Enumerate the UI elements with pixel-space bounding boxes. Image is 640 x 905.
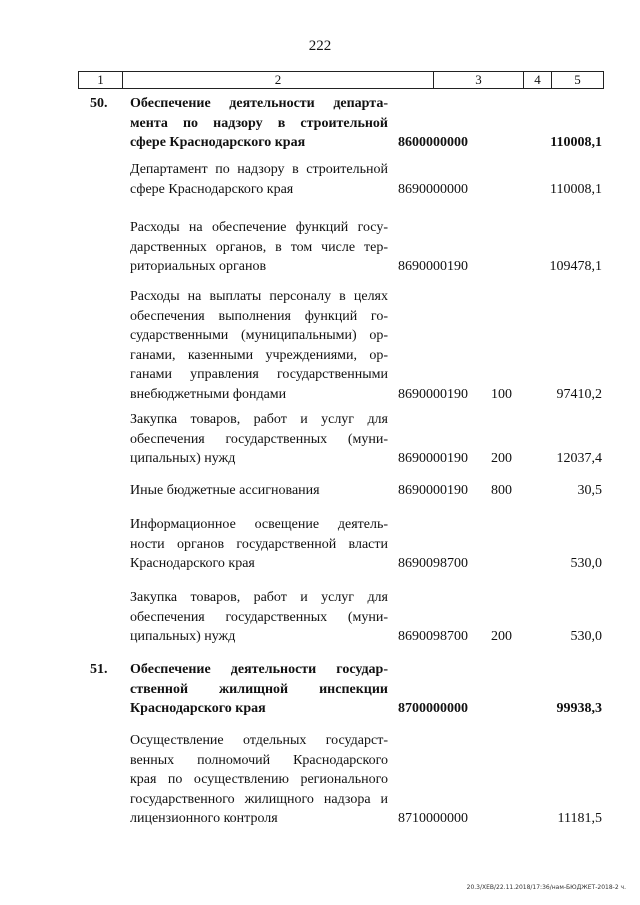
row-name [130,515,388,574]
row-name-line: Закупка товаров, работ и услуг для [130,590,388,605]
header-col-5: 5 [574,72,581,87]
row-name-line: обеспечения выполнения функций го- [130,308,388,324]
row-name-line: Краснодарского края [130,556,255,571]
row-name [130,160,388,199]
row-expense-type: 200 [491,451,512,466]
row-amount: 30,5 [577,483,602,498]
row-amount: 12037,4 [556,451,602,466]
row-name-line: мента по надзору в строительной [130,115,388,131]
row-name-line: сфере Краснодарского края [130,135,306,150]
row-name-line: обеспечения государственных (муни- [130,609,388,625]
header-col-3: 3 [434,72,524,88]
row-name-line: Департамент по надзору в строительной [130,162,388,177]
row-name-line: ципальных) нужд [130,629,236,644]
row-amount: 109478,1 [549,259,602,274]
row-name-line: Осуществление отдельных государст- [130,733,388,748]
row-code: 8690000190 [398,259,468,274]
row-name-line: Обеспечение деятельности департа- [130,96,388,111]
row-code: 8690000000 [398,181,468,197]
header-col-1: 1 [79,72,123,88]
row-code: 8710000000 [398,811,468,826]
row-amount: 530,0 [570,629,602,644]
row-code: 8690000190 [398,483,468,498]
row-name-line: Информационное освещение деятель- [130,517,388,532]
row-name [130,588,388,647]
row-name-line: дарственных органов, в том числе тер- [130,239,388,255]
table-header [78,71,604,89]
row-amount: 110008,1 [550,181,602,197]
row-code: 8600000000 [398,135,468,150]
row-amount: 530,0 [570,556,602,571]
row-number: 50. [90,96,108,111]
row-name-line: ности органов государственной власти [130,536,388,552]
row-name [130,218,388,277]
row-name-line: риториальных органов [130,259,267,274]
row-name [130,731,388,829]
row-name-line: сударственными (муниципальными) ор- [130,328,388,343]
header-col-4: 4 [524,72,552,88]
row-name-line: Краснодарского края [130,701,266,716]
row-name-line: государственного жилищного надзора и [130,791,388,807]
row-name-line: лицензионного контроля [130,811,278,826]
row-name-line: венных полномочий Краснодарского [130,752,388,768]
row-name-line: Расходы на выплаты персоналу в целях [130,289,388,304]
row-expense-type: 200 [491,629,512,644]
row-name-line: Закупка товаров, работ и услуг для [130,412,388,427]
row-amount: 99938,3 [556,701,602,716]
row-name [130,410,388,469]
row-amount: 97410,2 [556,386,602,402]
row-name-line: ганами, казенными учреждениями, ор- [130,347,388,363]
row-name-line: обеспечения государственных (муни- [130,431,388,447]
row-code: 8690000190 [398,386,468,402]
row-expense-type: 100 [491,386,512,402]
page-number: 222 [308,38,332,54]
row-name-line: Иные бюджетные ассигнования [130,483,320,498]
row-amount: 11181,5 [557,811,602,826]
row-name-line: Расходы на обеспечение функций госу- [130,220,388,235]
row-code: 8690098700 [398,629,468,644]
row-code: 8690000190 [398,451,468,466]
row-name-line: края по осуществлению регионального [130,772,388,787]
row-name-line: внебюджетными фондами [130,386,287,402]
footer-stamp: 20.3/XEB/22.11.2018/17:36/нам-БЮДЖЕТ-2018-2 ч. [466,884,626,891]
row-name [130,94,388,153]
row-name-line: ципальных) нужд [130,451,236,466]
row-name-line: Обеспечение деятельности государ- [130,662,388,677]
row-name-line: ганами управления государственными [130,367,388,382]
row-name [130,481,388,501]
row-name [130,287,388,404]
row-code: 8700000000 [398,701,468,716]
row-name [130,660,388,719]
row-amount: 110008,1 [550,135,602,150]
row-name-line: ственной жилищной инспекции [130,681,388,697]
row-name-line: сфере Краснодарского края [130,181,294,197]
row-number: 51. [90,662,108,677]
header-col-2: 2 [123,72,434,88]
row-expense-type: 800 [491,483,512,498]
row-code: 8690098700 [398,556,468,571]
